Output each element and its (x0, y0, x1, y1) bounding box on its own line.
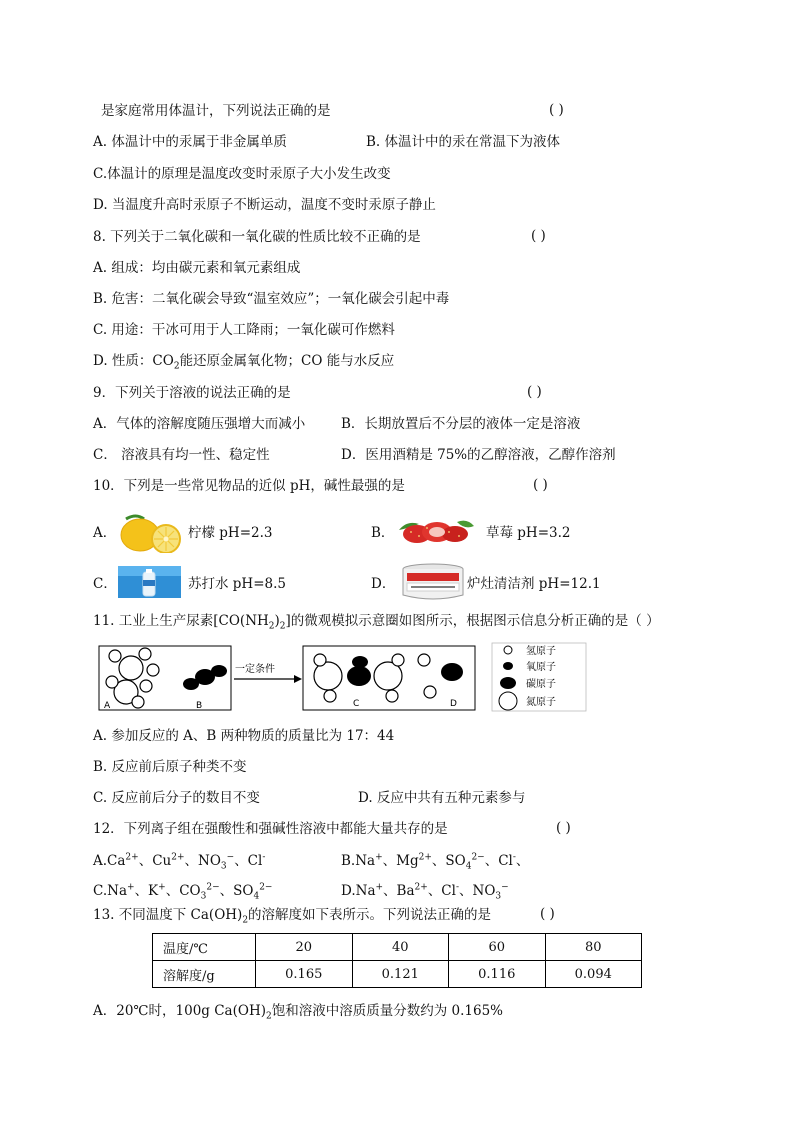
q12-stem: 12．下列离子组在强酸性和强碱性溶液中都能大量共存的是 (93, 821, 448, 837)
diagram-label-d: D (450, 699, 457, 709)
q9-option-a: A．气体的溶解度随压强增大而减小 (93, 416, 306, 432)
soda-water-image (118, 566, 181, 598)
q13-stem: 13. 不同温度下 $Ca(OH)_2$的溶解度如下表所示。下列说法正确的是 (93, 907, 492, 926)
q10-option-c-letter: C． (93, 576, 117, 592)
reaction-diagram (98, 642, 588, 712)
q10-answer-paren: ( ) (533, 477, 548, 493)
q7-option-a: A. 体温计中的汞属于非金属单质 (93, 134, 287, 150)
table-cell: 80 (545, 934, 642, 961)
q11-stem: 11. 工业上生产尿素$[CO(NH_2)_2]$的微观模拟示意圈如图所示，根据图示信息分析正确的是（ ） (93, 613, 660, 632)
q10-option-a-letter: A． (93, 525, 117, 541)
legend-hydrogen: 氢原子 (526, 646, 556, 657)
q8-option-c: C. 用途：干冰可用于人工降雨；一氧化碳可作燃料 (93, 322, 395, 338)
table-cell: 0.116 (449, 961, 546, 988)
q13-answer-paren: ( ) (540, 906, 555, 922)
diagram-label-b: B (196, 701, 203, 711)
q7-stem: 是家庭常用体温计，下列说法正确的是 (101, 103, 331, 119)
q8-option-b: B. 危害：二氧化碳会导致“温室效应”；一氧化碳会引起中毒 (93, 291, 450, 307)
q11-option-c: C. 反应前后分子的数目不变 (93, 790, 260, 806)
q8-option-a: A. 组成：均由碳元素和氧元素组成 (93, 260, 301, 276)
q10-option-d-letter: D． (371, 576, 396, 592)
table-cell: 60 (449, 934, 546, 961)
solubility-table (152, 933, 642, 988)
table-header-temperature: 温度/℃ (153, 934, 256, 961)
legend-nitrogen: 氮原子 (526, 697, 556, 708)
legend-oxygen: 氧原子 (526, 662, 556, 673)
table-cell: 0.121 (352, 961, 449, 988)
q7-option-c: C.体温计的原理是温度改变时汞原子大小发生改变 (93, 166, 391, 182)
table-cell: 20 (256, 934, 353, 961)
q10-option-a-text: 柠檬 pH=2.3 (188, 525, 273, 541)
table-cell: 0.165 (256, 961, 353, 988)
table-row (153, 934, 642, 961)
q9-option-d: D．医用酒精是 75%的乙醇溶液，乙醇作溶剂 (341, 447, 616, 463)
table-header-solubility: 溶解度/g (153, 961, 256, 988)
diagram-label-c: C (353, 699, 360, 709)
q11-option-b: B. 反应前后原子种类不变 (93, 759, 247, 775)
table-row (153, 961, 642, 988)
q10-option-b-text: 草莓 pH=3.2 (486, 525, 571, 541)
q10-stem: 10．下列是一些常见物品的近似 pH，碱性最强的是 (93, 478, 405, 494)
q8-option-d: D. 性质：$CO_2$能还原金属氧化物；CO 能与水反应 (93, 353, 395, 372)
stove-cleaner-image (397, 563, 469, 601)
q12-option-d: D.Na+、$Ba^{2+}$、Cl-、$NO_3^-$ (341, 882, 509, 902)
reaction-condition: 一定条件 (235, 664, 275, 675)
table-cell: 0.094 (545, 961, 642, 988)
lemon-image (118, 513, 184, 553)
q12-option-a: $A.Ca^{2+}$、$Cu^{2+}$、$NO_3^-$、Cl- (93, 852, 266, 872)
q12-option-b: B.Na+、$Mg^{2+}$、$SO_4^{2-}$、Cl-、 (341, 852, 530, 872)
q10-option-b-letter: B． (371, 525, 395, 541)
strawberry-image (397, 516, 475, 544)
q9-answer-paren: ( ) (527, 384, 542, 400)
q7-option-d: D. 当温度升高时汞原子不断运动，温度不变时汞原子静止 (93, 197, 436, 213)
table-cell: 40 (352, 934, 449, 961)
q7-option-b: B. 体温计中的汞在常温下为液体 (366, 134, 561, 150)
q10-option-c-text: 苏打水 pH=8.5 (188, 576, 286, 592)
q8-answer-paren: ( ) (531, 228, 546, 244)
q12-option-c: C.Na+、K+、$CO_3^{2-}$、$SO_4^{2-}$ (93, 882, 273, 902)
q13-option-a: A．20℃时，100g $Ca(OH)_2$饱和溶液中溶质质量分数约为 0.165% (93, 1003, 503, 1022)
q7-answer-paren: ( ) (549, 102, 564, 118)
q11-option-d: D. 反应中共有五种元素参与 (358, 790, 526, 806)
q8-stem: 8. 下列关于二氧化碳和一氧化碳的性质比较不正确的是 (93, 229, 421, 245)
q10-option-d-text: 炉灶清洁剂 pH=12.1 (467, 576, 601, 592)
q9-stem: 9．下列关于溶液的说法正确的是 (93, 385, 291, 401)
q9-option-b: B．长期放置后不分层的液体一定是溶液 (341, 416, 581, 432)
q11-option-a: A. 参加反应的 A、B 两种物质的质量比为 17：44 (93, 728, 395, 744)
q9-option-c: C． 溶液具有均一性、稳定性 (93, 447, 270, 463)
diagram-label-a: A (104, 701, 111, 711)
q12-answer-paren: ( ) (556, 820, 571, 836)
legend-carbon: 碳原子 (526, 679, 556, 690)
